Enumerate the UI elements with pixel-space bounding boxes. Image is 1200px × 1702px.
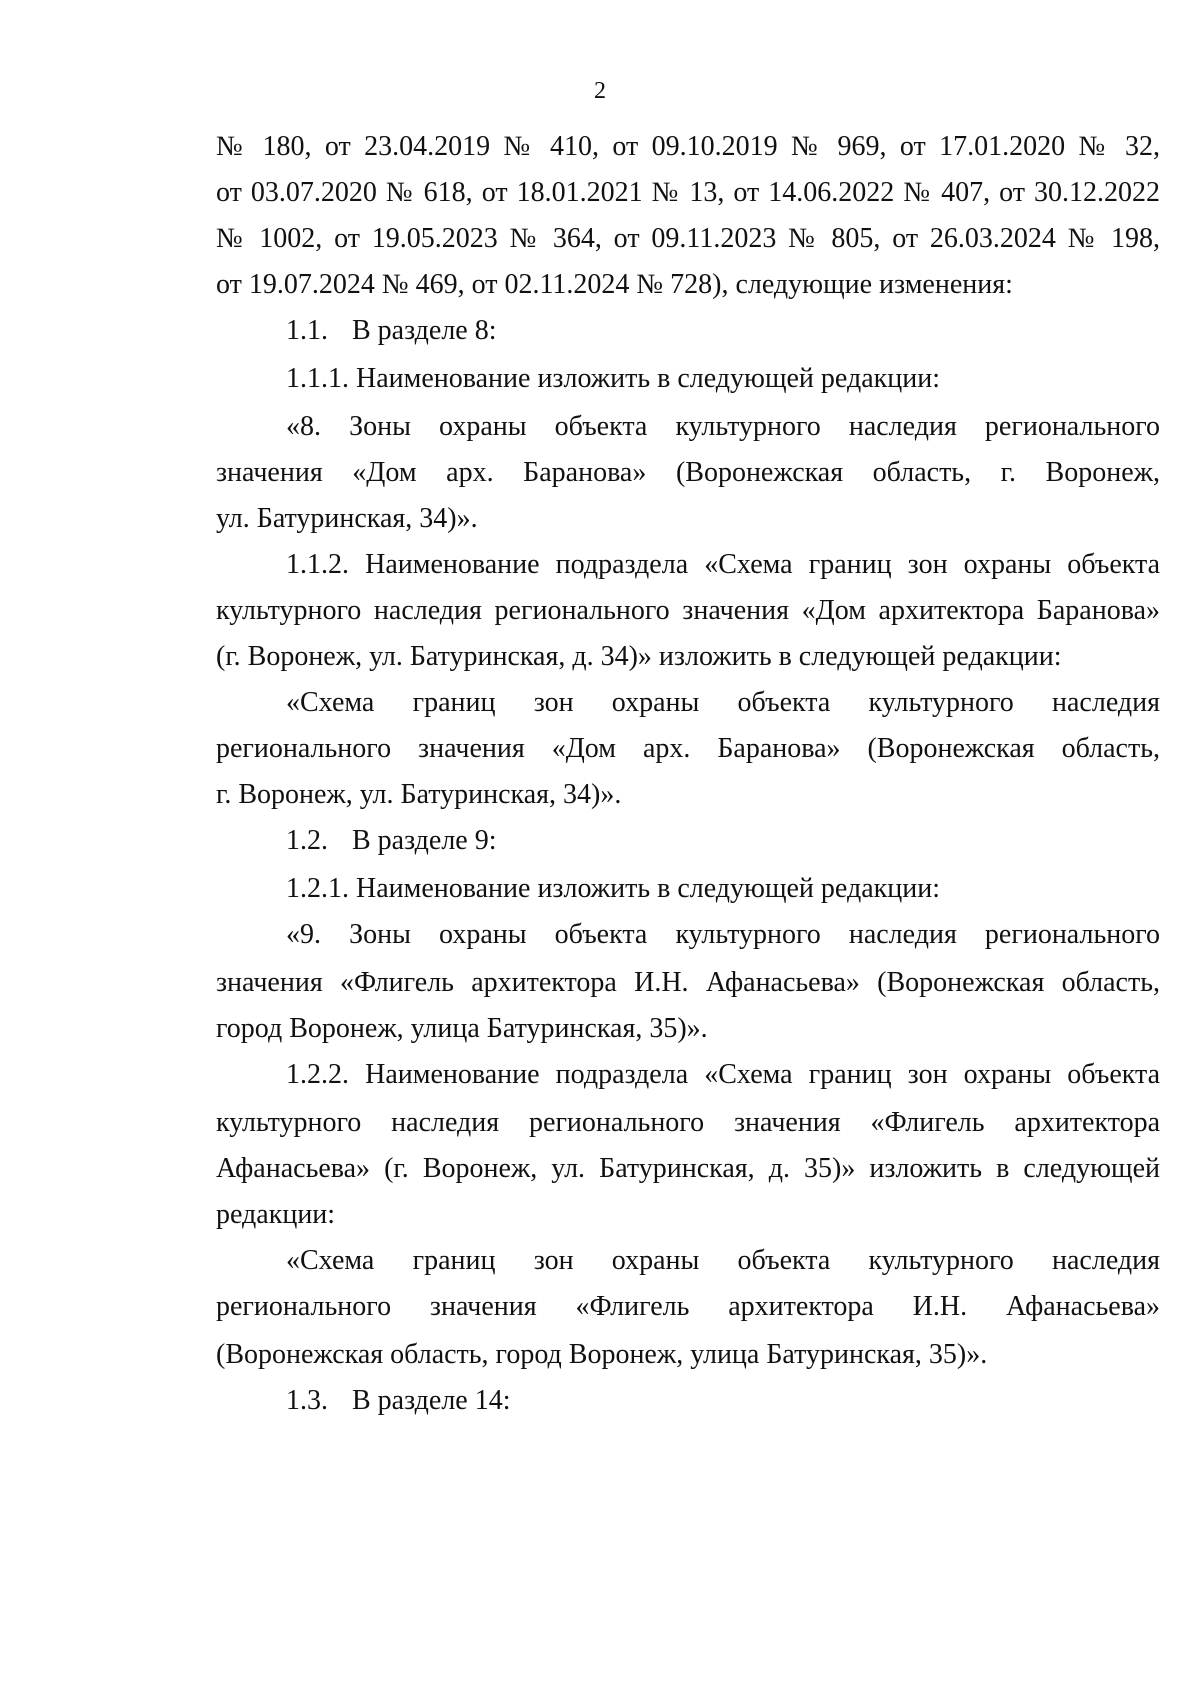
- text-line: «Схема границ зон охраны объекта культурного наследия: [286, 687, 1160, 718]
- section-heading: [286, 824, 1200, 858]
- text-line: «Схема границ зон охраны объекта культурного наследия: [286, 1245, 1160, 1276]
- page-number: 2: [594, 78, 606, 104]
- text-line: регионального значения «Дом арх. Баранова» (Воронежская область,: [216, 733, 1160, 764]
- text-line: от 19.07.2024 № 469, от 02.11.2024 № 728), следующие изменения:: [216, 269, 1013, 300]
- text-line: 1.2.2. Наименование подраздела «Схема границ зон охраны объекта: [286, 1059, 1160, 1090]
- section-title: В разделе 14:: [352, 1385, 511, 1416]
- text-line: город Воронеж, улица Батуринская, 35)».: [216, 1013, 708, 1044]
- text-line: регионального значения «Флигель архитектора И.Н. Афанасьева»: [216, 1291, 1160, 1322]
- text-line: культурного наследия регионального значения «Дом архитектора Баранова»: [216, 595, 1160, 626]
- text-line: 1.1.2. Наименование подраздела «Схема границ зон охраны объекта: [286, 549, 1160, 580]
- text-line: (г. Воронеж, ул. Батуринская, д. 34)» изложить в следующей редакции:: [216, 641, 1062, 672]
- text-line: значения «Флигель архитектора И.Н. Афанасьева» (Воронежская область,: [216, 967, 1160, 998]
- text-line: (Воронежская область, город Воронеж, улица Батуринская, 35)».: [216, 1339, 988, 1370]
- text-line: значения «Дом арх. Баранова» (Воронежская область, г. Воронеж,: [216, 457, 1160, 488]
- section-number: 1.1.: [286, 315, 328, 346]
- text-line: «8. Зоны охраны объекта культурного наследия регионального: [286, 411, 1160, 442]
- text-line: ул. Батуринская, 34)».: [216, 503, 478, 534]
- section-heading: [286, 1384, 1200, 1418]
- section-number: 1.3.: [286, 1385, 328, 1416]
- text-line: № 1002, от 19.05.2023 № 364, от 09.11.2023 № 805, от 26.03.2024 № 198,: [216, 223, 1160, 254]
- section-title: В разделе 8:: [352, 315, 497, 346]
- text-line: «9. Зоны охраны объекта культурного наследия регионального: [286, 919, 1160, 950]
- text-line: Афанасьева» (г. Воронеж, ул. Батуринская, д. 35)» изложить в следующей: [216, 1153, 1160, 1184]
- section-number: 1.2.: [286, 825, 328, 856]
- text-line: от 03.07.2020 № 618, от 18.01.2021 № 13, от 14.06.2022 № 407, от 30.12.2022: [216, 177, 1160, 208]
- text-line: культурного наследия регионального значения «Флигель архитектора: [216, 1107, 1160, 1138]
- text-line: 1.1.1. Наименование изложить в следующей редакции:: [286, 363, 940, 394]
- section-heading: [286, 314, 1200, 348]
- text-line: № 180, от 23.04.2019 № 410, от 09.10.2019 № 969, от 17.01.2020 № 32,: [216, 131, 1160, 162]
- text-line: 1.2.1. Наименование изложить в следующей редакции:: [286, 873, 940, 904]
- text-line: г. Воронеж, ул. Батуринская, 34)».: [216, 779, 622, 810]
- text-line: редакции:: [216, 1199, 336, 1230]
- section-title: В разделе 9:: [352, 825, 497, 856]
